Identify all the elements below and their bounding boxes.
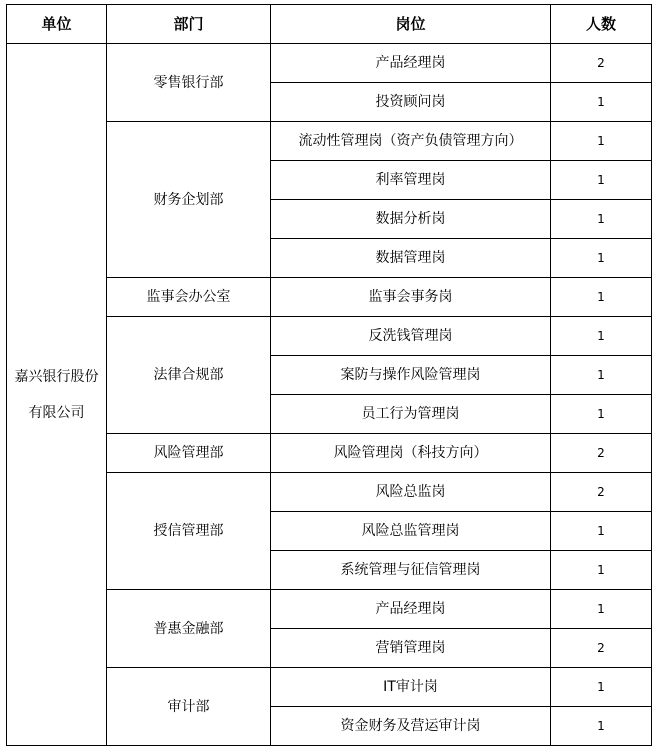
post-cell: 系统管理与征信管理岗 xyxy=(271,551,551,590)
department-cell: 风险管理部 xyxy=(107,434,271,473)
department-cell: 授信管理部 xyxy=(107,473,271,590)
count-cell: 1 xyxy=(551,239,652,278)
header-dept: 部门 xyxy=(107,5,271,44)
recruitment-table-wrapper xyxy=(6,4,652,746)
department-cell: 监事会办公室 xyxy=(107,278,271,317)
unit-name-line2: 有限公司 xyxy=(28,404,85,421)
header-unit: 单位 xyxy=(7,5,107,44)
count-cell: 1 xyxy=(551,512,652,551)
post-cell: IT审计岗 xyxy=(271,668,551,707)
table-row xyxy=(7,44,652,83)
header-post: 岗位 xyxy=(271,5,551,44)
post-cell: 流动性管理岗（资产负债管理方向） xyxy=(271,122,551,161)
post-cell: 利率管理岗 xyxy=(271,161,551,200)
post-cell: 风险总监岗 xyxy=(271,473,551,512)
table-header-row xyxy=(7,5,652,44)
recruitment-table xyxy=(6,4,652,746)
count-cell: 1 xyxy=(551,668,652,707)
post-cell: 监事会事务岗 xyxy=(271,278,551,317)
count-cell: 1 xyxy=(551,200,652,239)
department-cell: 零售银行部 xyxy=(107,44,271,122)
post-cell: 数据分析岗 xyxy=(271,200,551,239)
count-cell: 1 xyxy=(551,551,652,590)
department-cell: 普惠金融部 xyxy=(107,590,271,668)
count-cell: 2 xyxy=(551,629,652,668)
department-cell: 审计部 xyxy=(107,668,271,746)
department-cell: 财务企划部 xyxy=(107,122,271,278)
post-cell: 风险管理岗（科技方向） xyxy=(271,434,551,473)
post-cell: 产品经理岗 xyxy=(271,590,551,629)
count-cell: 1 xyxy=(551,590,652,629)
post-cell: 案防与操作风险管理岗 xyxy=(271,356,551,395)
table-body xyxy=(7,44,652,746)
department-cell: 法律合规部 xyxy=(107,317,271,434)
count-cell: 1 xyxy=(551,707,652,746)
post-cell: 数据管理岗 xyxy=(271,239,551,278)
header-count: 人数 xyxy=(551,5,652,44)
count-cell: 1 xyxy=(551,356,652,395)
count-cell: 2 xyxy=(551,434,652,473)
post-cell: 产品经理岗 xyxy=(271,44,551,83)
unit-cell xyxy=(7,44,107,746)
count-cell: 1 xyxy=(551,161,652,200)
post-cell: 资金财务及营运审计岗 xyxy=(271,707,551,746)
count-cell: 2 xyxy=(551,473,652,512)
count-cell: 1 xyxy=(551,317,652,356)
count-cell: 1 xyxy=(551,395,652,434)
unit-name-line1: 嘉兴银行股份 xyxy=(14,368,99,385)
count-cell: 1 xyxy=(551,278,652,317)
post-cell: 员工行为管理岗 xyxy=(271,395,551,434)
post-cell: 反洗钱管理岗 xyxy=(271,317,551,356)
post-cell: 风险总监管理岗 xyxy=(271,512,551,551)
post-cell: 投资顾问岗 xyxy=(271,83,551,122)
post-cell: 营销管理岗 xyxy=(271,629,551,668)
count-cell: 1 xyxy=(551,122,652,161)
count-cell: 1 xyxy=(551,83,652,122)
count-cell: 2 xyxy=(551,44,652,83)
